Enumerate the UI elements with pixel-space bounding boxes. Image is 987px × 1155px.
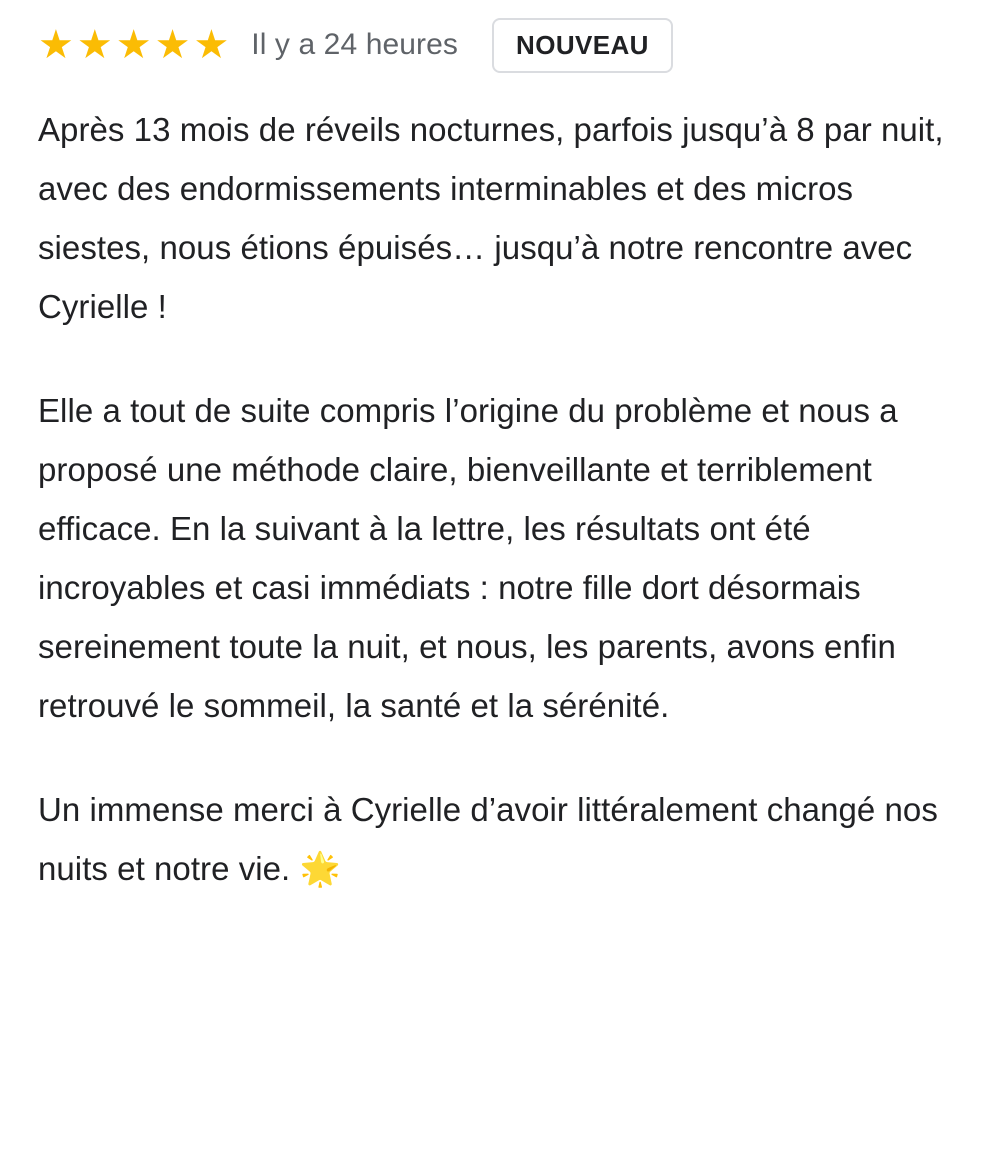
star-icon: ★ [38, 23, 74, 67]
new-badge: NOUVEAU [492, 18, 673, 73]
review-paragraph: Elle a tout de suite compris l’origine du problème et nous a proposé une méthode claire, bienveillante et terriblement efficace. En la suivant à la lettre, les résultats ont été incroyables et casi immédiats : notre fille dort désormais sereinement toute la nuit, et nous, les parents, avons enfin retrouvé le sommeil, la santé et la sérénité. [38, 392, 898, 724]
review-paragraph: Après 13 mois de réveils nocturnes, parfois jusqu’à 8 par nuit, avec des endormissements interminables et des micros siestes, nous étions épuisés… jusqu’à notre rencontre avec Cyrielle ! [38, 111, 944, 325]
star-rating [38, 25, 229, 65]
star-icon: ★ [193, 23, 230, 67]
review-paragraph: Un immense merci à Cyrielle d’avoir littéralement changé nos nuits et notre vie. 🌟 [38, 791, 938, 887]
star-icon: ★ [115, 23, 152, 67]
star-icon: ★ [154, 23, 191, 67]
review-header [38, 14, 949, 76]
review-body [38, 100, 949, 898]
star-icon: ★ [76, 23, 113, 67]
review-timestamp: Il y a 24 heures [251, 28, 459, 61]
